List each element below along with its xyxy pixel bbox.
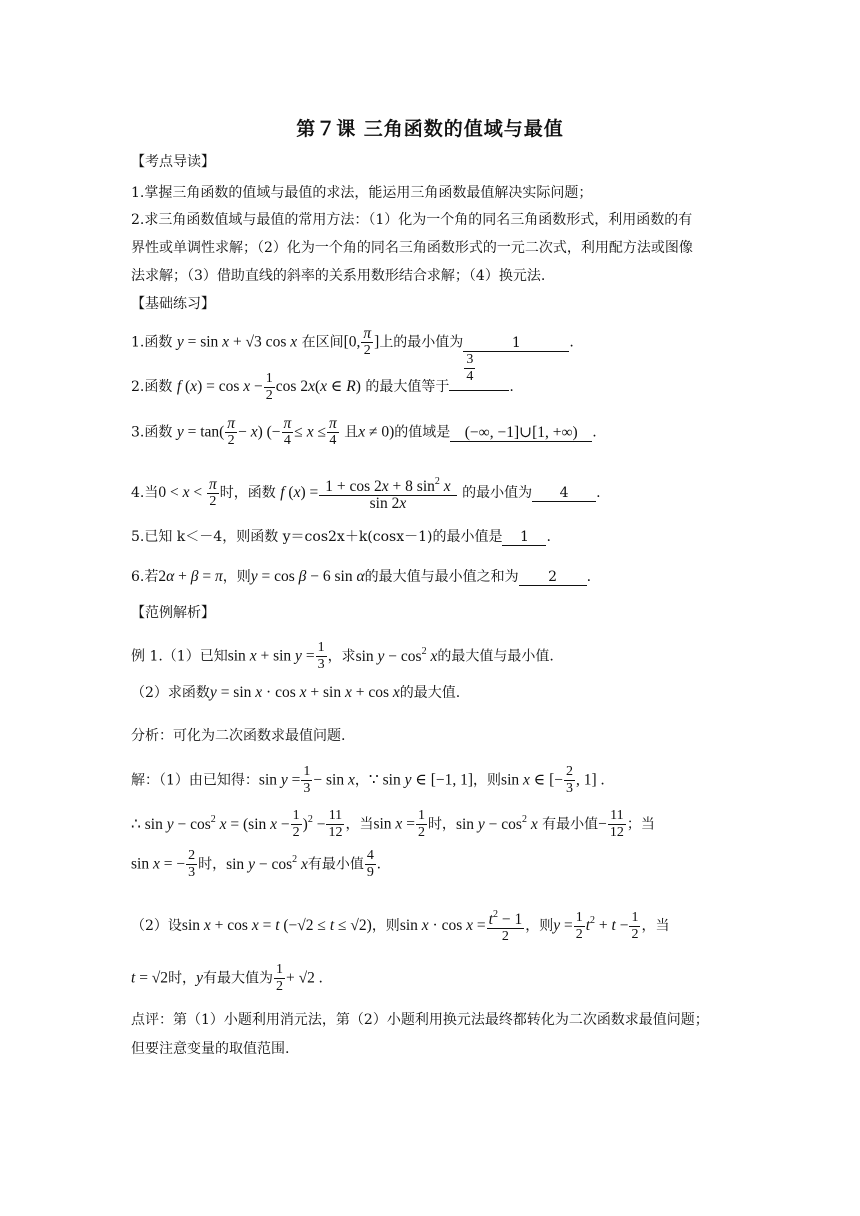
- comment-line-1: 点评：第（1）小题利用消元法，第（2）小题利用换元法最终都转化为二次函数求最值问题；: [131, 1012, 709, 1028]
- solution-line-1: 解：（1）由已知得：sin y = $\frac{1}{3}$ − sin x，∵ sin y ∈ [−1, 1]，则sin x ∈ [− $\frac{2}{3}$ , 1] .: [131, 764, 605, 796]
- solution-line-2: ∴ $\sin y - \cos^2 x = (\sin$ x − $\frac{1}{2}$ )$^2$ − $\frac{11}{12}$ ，当sin x = $\frac{1}{2}$ 时，$\sin y - \cos^2 x$ 有最小值− $\frac{11}{12}$ ；当: [131, 808, 655, 840]
- section-heading-examples: 【范例解析】: [131, 605, 215, 621]
- analysis: 分析：可化为二次函数求最值问题.: [131, 728, 346, 744]
- solution-line-5: t = √2时，y有最大值为 $\frac{1}{2}$ + √2 .: [131, 962, 323, 994]
- guide-item-2-line-2: 界性或单调性求解；（2）化为一个角的同名三角函数形式的一元二次式，利用配方法或图像: [131, 240, 693, 256]
- answer-blank-2: $\frac{3}{4}$: [449, 370, 509, 391]
- guide-item-1: 1.掌握三角函数的值域与最值的求法，能运用三角函数最值解决实际问题；: [131, 185, 593, 201]
- page-title: 第７课 三角函数的值域与最值: [296, 118, 564, 140]
- section-heading-practice: 【基础练习】: [131, 296, 215, 312]
- section-heading-guide: 【考点导读】: [131, 154, 215, 170]
- answer-blank-6: 2: [519, 569, 587, 586]
- guide-item-2-line-3: 法求解；（3）借助直线的斜率的关系用数形结合求解；（4）换元法.: [131, 268, 546, 284]
- answer-blank-4: 4: [532, 485, 596, 502]
- exercise-6: 6.若2α + β = π，则y = cos β − 6 sin α的最大值与最小值之和为 2 .: [131, 568, 592, 585]
- solution-line-4: （2）设sin x + cos x = t (−√2 ≤ t ≤ √2)，则sin x · cos x = $\frac{t^2 - 1}{2}$ ，则y = $\frac{1}{2}$ $t^2 + t$ − $\frac{1}{2}$ ，当: [131, 909, 670, 944]
- example-1-part-1: 例 1.（1）已知sin x + sin y = $\frac{1}{3}$ ，求$\sin y - \cos^2 x$的最大值与最小值.: [131, 640, 554, 672]
- guide-item-2-line-1: 2.求三角函数值域与最值的常用方法：（1）化为一个角的同名三角函数形式，利用函数的有: [131, 212, 693, 228]
- answer-blank-3: (−∞, −1]∪[1, +∞): [450, 425, 592, 442]
- solution-line-3: sin x = − $\frac{2}{3}$ 时，$\sin y - \cos^2 x$有最小值 $\frac{4}{9}$ .: [131, 848, 381, 880]
- exercise-2: 2.函数 f (x) = cos x − $\frac{1}{2}$ cos 2x(x ∈ R) 的最大值等于 $\frac{3}{4}$ .: [131, 352, 514, 403]
- exercise-3: 3.函数 y = tan( $\frac{\pi}{2}$ − x) (− $\frac{\pi}{4}$ ≤ x ≤ $\frac{\pi}{4}$ 且x ≠ 0)的值域是 (−∞, −1]∪[1, +∞) .: [131, 415, 597, 448]
- example-1-part-2: （2）求函数y = sin x · cos x + sin x + cos x的最大值.: [131, 684, 461, 701]
- answer-blank-5: 1: [502, 529, 546, 546]
- exercise-5: 5.已知 k＜－4，则函数 y＝cos2x＋k(cosx－1)的最小值是 1 .: [131, 529, 551, 545]
- comment-line-2: 但要注意变量的取值范围.: [131, 1041, 290, 1057]
- exercise-1: 1.函数 y = sin x + √3 cos x 在区间[0, $\frac{\pi}{2}$ ]上的最小值为 1 .: [131, 325, 574, 358]
- answer-blank-1: 1: [463, 335, 569, 352]
- exercise-4: 4.当0 < x < $\frac{\pi}{2}$ 时，函数 f (x) = $\frac{1 + \cos 2x + 8 \sin^2 x}{\sin 2x}$ 的最小值为 4 .: [131, 475, 601, 512]
